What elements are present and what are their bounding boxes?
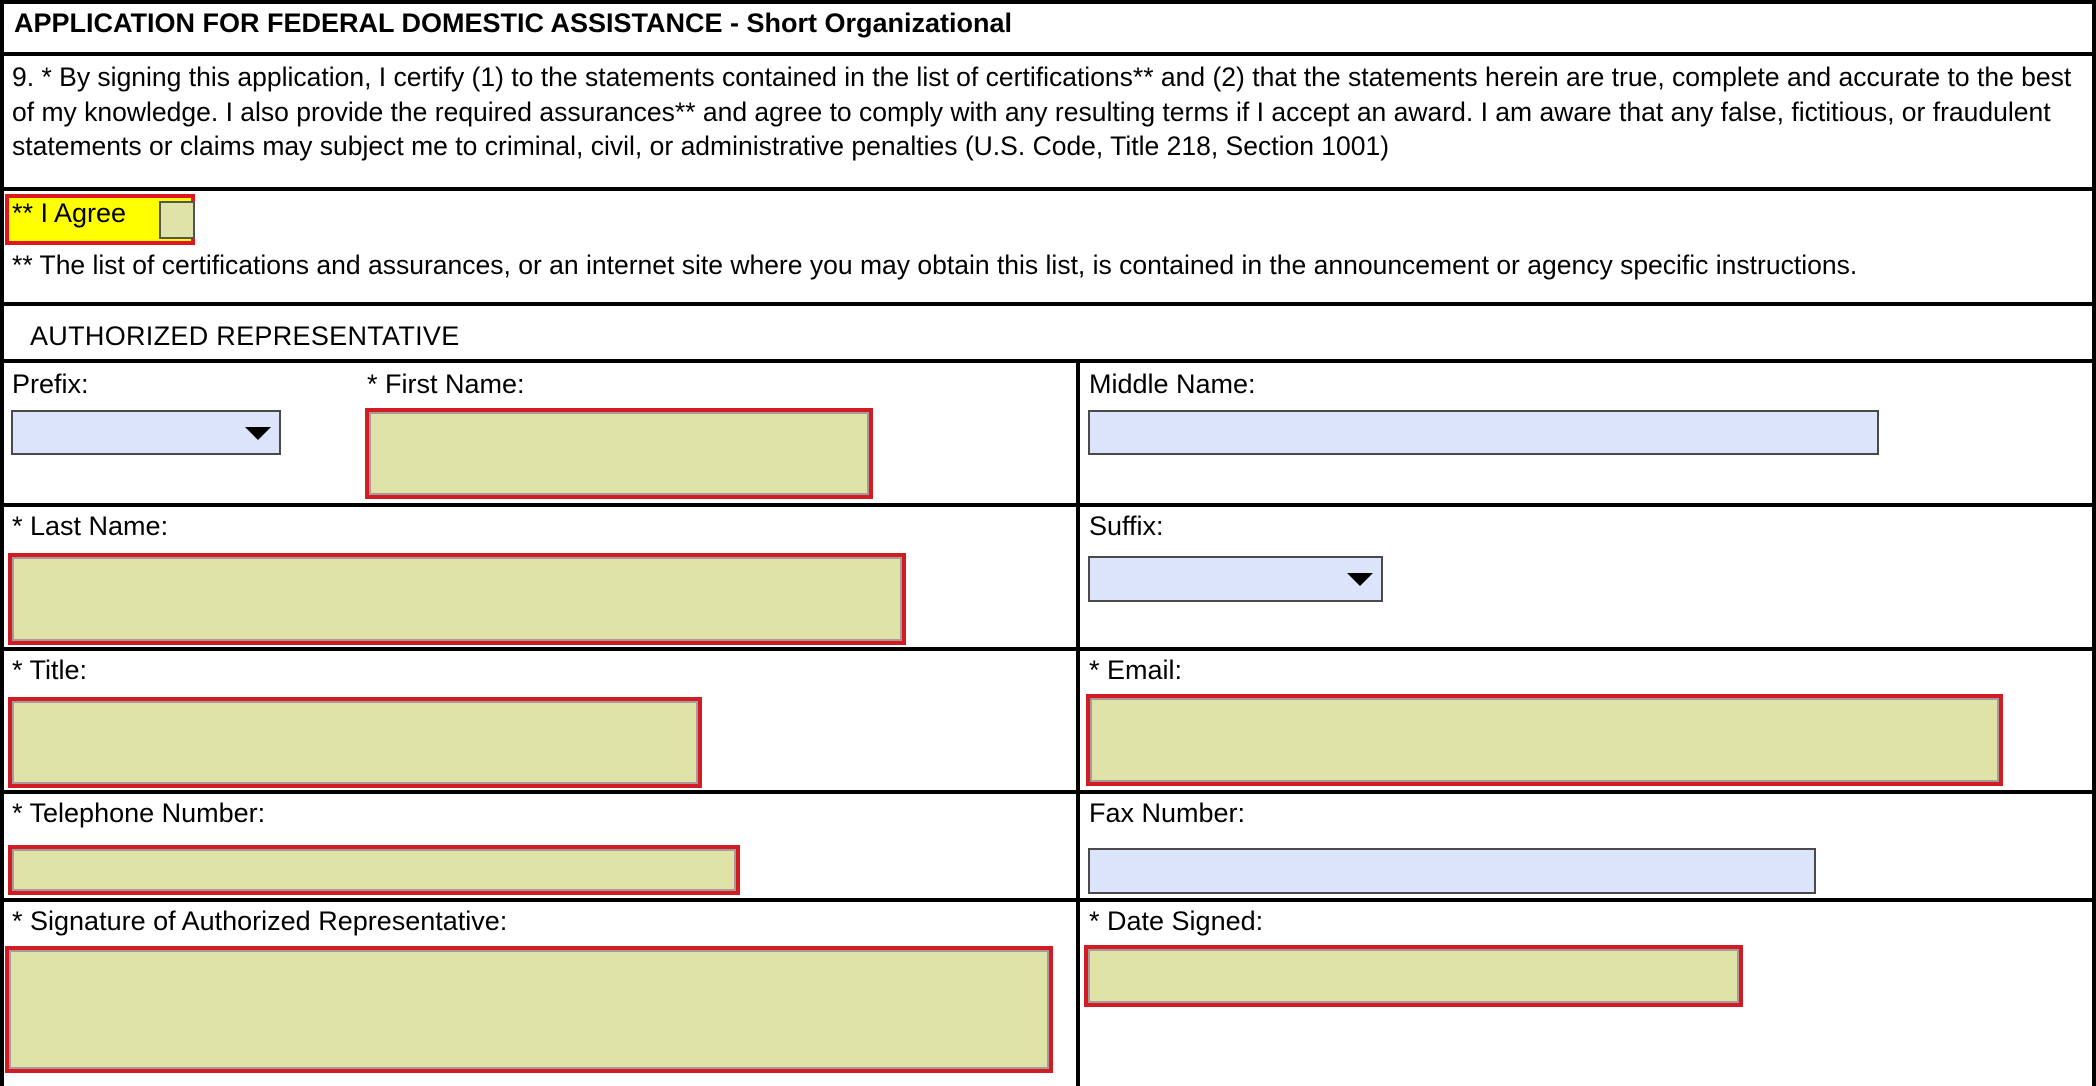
divider-agree xyxy=(0,302,2096,306)
divider-row2 xyxy=(0,647,2096,651)
divider-row3 xyxy=(0,790,2096,794)
prefix-label: Prefix: xyxy=(12,369,89,399)
date-signed-input[interactable] xyxy=(1084,945,1743,1007)
suffix-select[interactable] xyxy=(1088,556,1383,602)
prefix-select[interactable] xyxy=(11,410,281,455)
suffix-label: Suffix: xyxy=(1089,511,1164,541)
right-border xyxy=(2092,0,2096,1086)
form-title: APPLICATION FOR FEDERAL DOMESTIC ASSISTANCE - Short Organizational xyxy=(14,8,1013,38)
top-border xyxy=(0,0,2096,4)
fax-input[interactable] xyxy=(1088,848,1816,894)
middle-name-input[interactable] xyxy=(1088,410,1879,455)
chevron-down-icon xyxy=(1347,573,1373,586)
divider-cert xyxy=(0,187,2096,191)
fax-label: Fax Number: xyxy=(1089,798,1246,828)
column-divider xyxy=(1076,361,1080,1086)
certification-statement: 9. * By signing this application, I certify (1) to the statements contained in the list of certifications** and (2) that the statements herein are true, complete and accurate to the best of my knowledge. I also provide the required assurances** and agree to comply with any resulting terms if I accept an award. I am aware that any false, fictitious, or fraudulent statements or claims may subject me to criminal, civil, or administrative penalties (U.S. Code, Title 218, Section 1001) xyxy=(12,62,2072,161)
email-input[interactable] xyxy=(1086,694,2003,786)
divider-row4 xyxy=(0,898,2096,902)
left-border xyxy=(0,0,4,1086)
certifications-note: ** The list of certifications and assurances, or an internet site where you may obtain this list, is contained in the announcement or agency specific instructions. xyxy=(12,250,1858,280)
last-name-label: * Last Name: xyxy=(12,511,169,541)
title-label: * Title: xyxy=(12,655,88,685)
middle-name-label: Middle Name: xyxy=(1089,369,1256,399)
email-label: * Email: xyxy=(1089,655,1183,685)
signature-label: * Signature of Authorized Representative: xyxy=(12,906,508,936)
section-title: AUTHORIZED REPRESENTATIVE xyxy=(30,321,460,351)
telephone-label: * Telephone Number: xyxy=(12,798,266,828)
title-input[interactable] xyxy=(8,697,702,788)
divider-title xyxy=(0,52,2096,56)
first-name-label: * First Name: xyxy=(367,369,525,399)
telephone-input[interactable] xyxy=(8,845,740,895)
agree-label: ** I Agree xyxy=(12,198,127,228)
signature-input[interactable] xyxy=(5,946,1053,1073)
agree-checkbox[interactable] xyxy=(159,201,195,239)
first-name-input[interactable] xyxy=(365,408,873,499)
divider-row1 xyxy=(0,503,2096,507)
chevron-down-icon xyxy=(245,427,271,440)
last-name-input[interactable] xyxy=(8,553,906,645)
date-signed-label: * Date Signed: xyxy=(1089,906,1264,936)
divider-section xyxy=(0,359,2096,363)
